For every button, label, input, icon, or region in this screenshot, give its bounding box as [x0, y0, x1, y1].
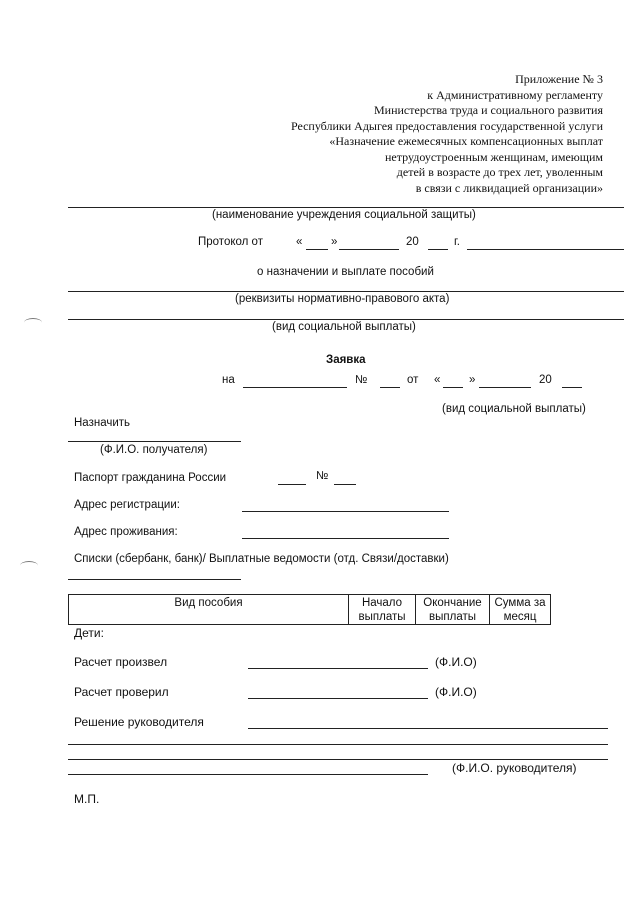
- decision-field[interactable]: [248, 728, 608, 729]
- registration-address-label: Адрес регистрации:: [74, 499, 180, 511]
- protocol-month-field[interactable]: [339, 249, 399, 250]
- header-line: Министерства труда и социального развития: [373, 103, 603, 117]
- table-header-row: [69, 595, 551, 625]
- recipient-name-caption: (Ф.И.О. получателя): [100, 444, 208, 456]
- lists-field[interactable]: [68, 579, 241, 580]
- passport-series-field[interactable]: [278, 484, 306, 485]
- col-header-benefit-type: Вид пособия: [69, 595, 349, 625]
- request-type-field[interactable]: [243, 387, 347, 388]
- lists-label: Списки (сбербанк, банк)/ Выплатные ведомости (отд. Связи/доставки): [74, 553, 449, 565]
- calc-made-label: Расчет произвел: [74, 655, 168, 669]
- registration-address-field[interactable]: [242, 511, 449, 512]
- passport-label: Паспорт гражданина России: [74, 472, 227, 484]
- header-line: к Административному регламенту: [427, 87, 603, 102]
- protocol-day-field[interactable]: [306, 249, 328, 250]
- assign-label: Назначить: [74, 417, 131, 429]
- col-header-start: Начало выплаты: [349, 595, 416, 625]
- protocol-year-suffix: г.: [454, 236, 460, 248]
- request-year-prefix: 20: [539, 374, 552, 386]
- children-label: Дети:: [74, 626, 104, 640]
- decision-line-2[interactable]: [68, 744, 608, 745]
- protocol-close-quote: »: [331, 236, 338, 248]
- protocol-open-quote: «: [296, 236, 303, 248]
- header-line: нетрудоустроенным женщинам, имеющим: [384, 149, 603, 164]
- request-title: Заявка: [326, 354, 366, 366]
- calc-checked-field[interactable]: [248, 698, 428, 699]
- calc-checked-caption: (Ф.И.О): [435, 685, 477, 699]
- institution-caption: (наименование учреждения социальной защиты): [212, 209, 476, 221]
- col-header-monthly-sum: Сумма за месяц: [490, 595, 551, 625]
- stamp-label: М.П.: [74, 792, 100, 806]
- protocol-extra-field[interactable]: [467, 249, 624, 250]
- request-close-quote: »: [469, 374, 476, 386]
- institution-line[interactable]: [68, 207, 624, 208]
- request-month-field[interactable]: [479, 387, 531, 388]
- header-line: детей в возрасте до трех лет, уволенным: [396, 165, 603, 179]
- calc-made-field[interactable]: [248, 668, 428, 669]
- payment-type-line[interactable]: [68, 319, 624, 320]
- header-line: Приложение № 3: [515, 72, 603, 86]
- request-day-field[interactable]: [443, 387, 463, 388]
- decision-label: Решение руководителя: [74, 715, 204, 729]
- calc-made-caption: (Ф.И.О): [435, 655, 477, 669]
- residence-address-field[interactable]: [242, 538, 449, 539]
- request-from: от: [407, 374, 419, 386]
- protocol-subject: о назначении и выплате пособий: [257, 266, 434, 278]
- benefits-table: [68, 594, 551, 625]
- request-number-field[interactable]: [380, 387, 400, 388]
- payment-type-caption: (вид социальной выплаты): [272, 321, 416, 333]
- request-on: на: [222, 374, 235, 386]
- protocol-label: Протокол от: [198, 236, 263, 248]
- legal-act-caption: (реквизиты нормативно-правового акта): [235, 293, 450, 305]
- request-payment-type-caption: (вид социальной выплаты): [442, 403, 586, 415]
- decision-line-3[interactable]: [68, 759, 608, 760]
- scan-mark: [24, 318, 42, 327]
- head-name-field[interactable]: [68, 774, 428, 775]
- header-line: «Назначение ежемесячных компенсационных выплат: [329, 134, 603, 148]
- appendix-header: [291, 72, 603, 196]
- head-name-caption: (Ф.И.О. руководителя): [452, 761, 577, 775]
- header-line: в связи с ликвидацией организации»: [415, 180, 603, 195]
- passport-number-sign: №: [316, 470, 329, 482]
- request-number-sign: №: [355, 374, 368, 386]
- header-line: Республики Адыгея предоставления государственной услуги: [290, 118, 603, 133]
- col-header-end: Окончание выплаты: [416, 595, 490, 625]
- residence-address-label: Адрес проживания:: [74, 526, 178, 538]
- request-year-field[interactable]: [562, 387, 582, 388]
- passport-number-field[interactable]: [334, 484, 356, 485]
- protocol-year-prefix: 20: [406, 236, 419, 248]
- legal-act-line[interactable]: [68, 291, 624, 292]
- calc-checked-label: Расчет проверил: [74, 685, 169, 699]
- scan-mark: [20, 561, 38, 570]
- protocol-year-field[interactable]: [428, 249, 448, 250]
- recipient-name-field[interactable]: [68, 441, 241, 442]
- request-open-quote: «: [434, 374, 441, 386]
